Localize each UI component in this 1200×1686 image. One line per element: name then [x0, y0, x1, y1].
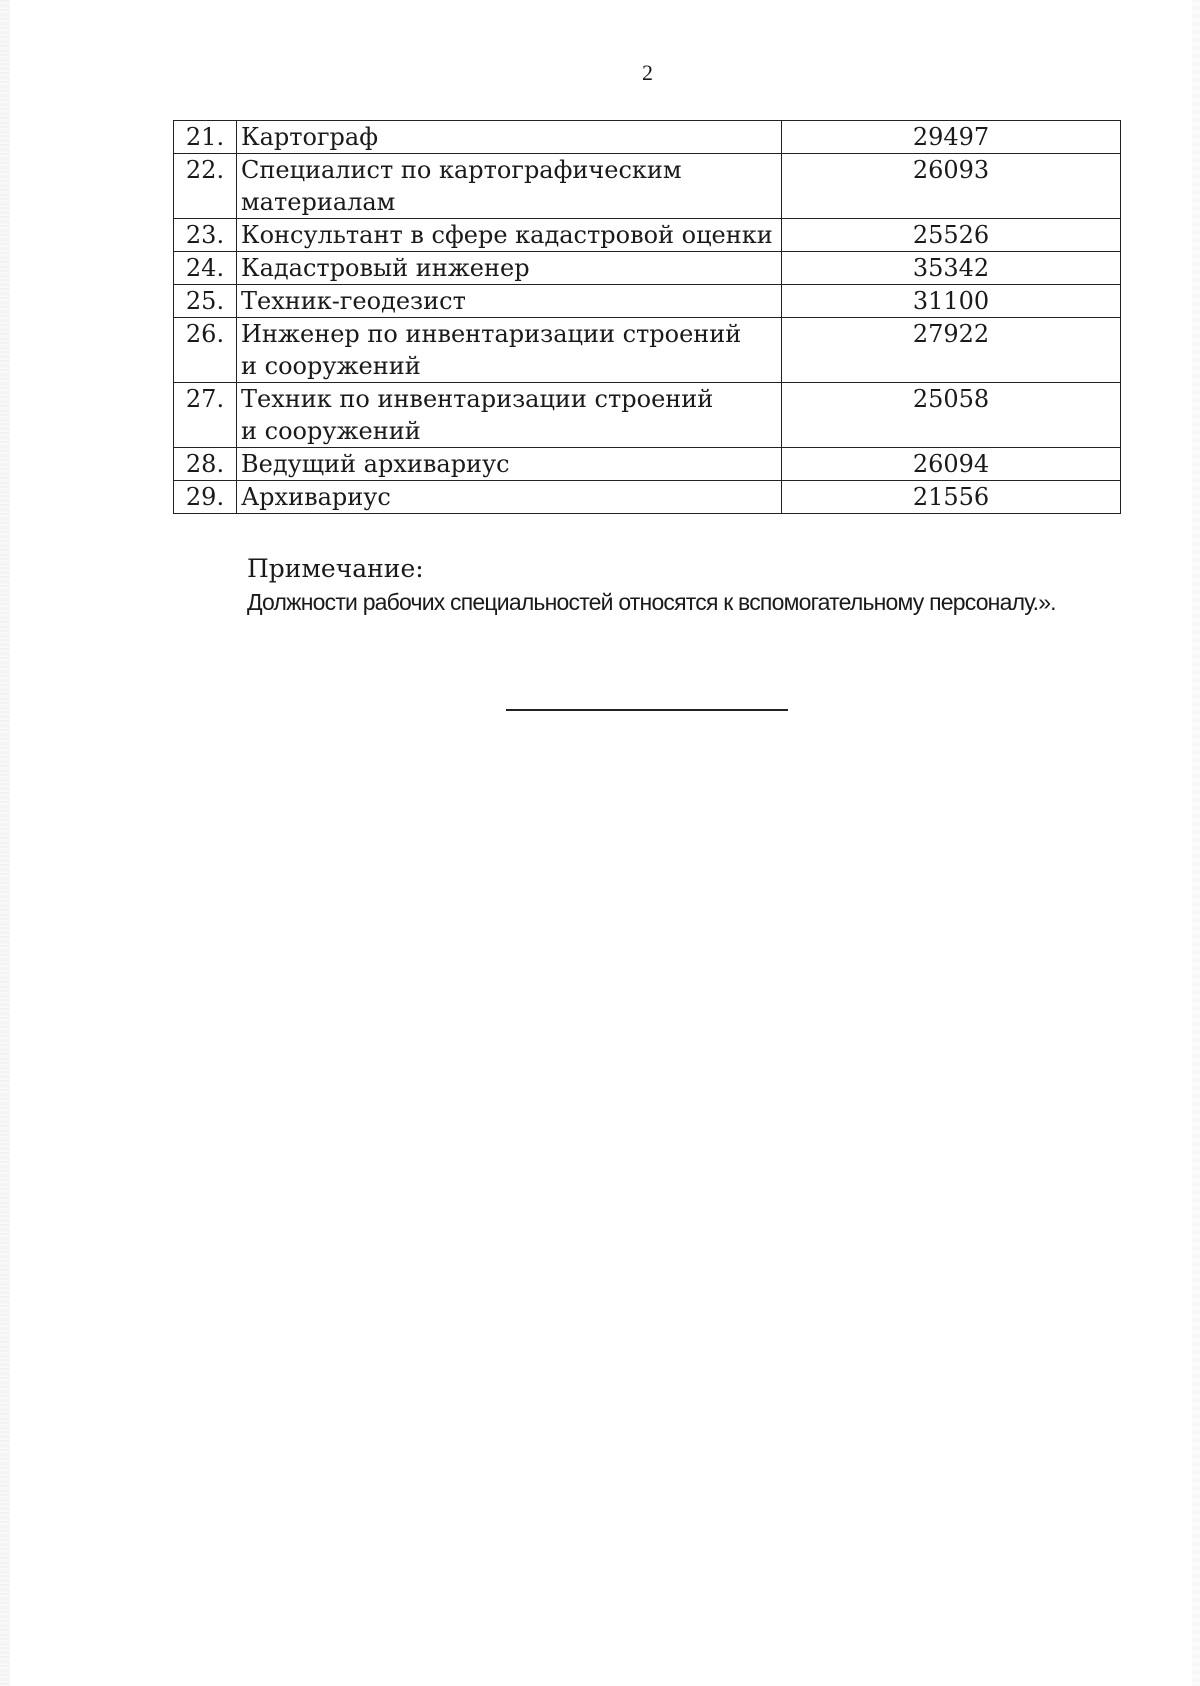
table-row	[174, 154, 1121, 219]
position-name-line: Специалист по картографическим	[241, 156, 682, 184]
position-value: 29497	[782, 121, 1121, 154]
scan-edge-left	[0, 0, 10, 1686]
position-name-line: Ведущий архивариус	[241, 450, 510, 478]
row-number: 22.	[174, 154, 237, 219]
position-name	[237, 154, 782, 219]
position-name	[237, 448, 782, 481]
position-value: 26094	[782, 448, 1121, 481]
note-text: Должности рабочих специальностей относятся к вспомогательному персоналу.».	[247, 589, 1056, 615]
table-row	[174, 481, 1121, 514]
table-row	[174, 285, 1121, 318]
position-value: 26093	[782, 154, 1121, 219]
positions-table-body	[174, 121, 1121, 514]
row-number: 24.	[174, 252, 237, 285]
position-name-line: Архивариус	[241, 483, 391, 511]
note-title: Примечание:	[247, 554, 424, 583]
position-name	[237, 318, 782, 383]
row-number: 27.	[174, 383, 237, 448]
position-value: 35342	[782, 252, 1121, 285]
positions-table	[173, 120, 1121, 514]
position-name	[237, 383, 782, 448]
end-rule	[506, 709, 788, 711]
table-row	[174, 252, 1121, 285]
row-number: 23.	[174, 219, 237, 252]
row-number: 29.	[174, 481, 237, 514]
table-row	[174, 318, 1121, 383]
row-number: 28.	[174, 448, 237, 481]
position-name-line: Техник по инвентаризации строений	[241, 385, 714, 413]
position-name-line: Инженер по инвентаризации строений	[241, 320, 742, 348]
position-name-line: и сооружений	[241, 352, 421, 380]
table-row	[174, 121, 1121, 154]
position-name	[237, 252, 782, 285]
table-row	[174, 448, 1121, 481]
row-number: 26.	[174, 318, 237, 383]
position-value: 25526	[782, 219, 1121, 252]
position-name	[237, 285, 782, 318]
position-name	[237, 481, 782, 514]
page-number: 2	[642, 60, 653, 85]
position-name-line: Кадастровый инженер	[241, 254, 530, 282]
position-name	[237, 121, 782, 154]
row-number: 25.	[174, 285, 237, 318]
table-row	[174, 219, 1121, 252]
position-value: 27922	[782, 318, 1121, 383]
position-value: 25058	[782, 383, 1121, 448]
position-value: 31100	[782, 285, 1121, 318]
position-name-line: Картограф	[241, 123, 379, 151]
position-value: 21556	[782, 481, 1121, 514]
position-name-line: материалам	[241, 188, 396, 216]
row-number: 21.	[174, 121, 237, 154]
position-name-line: Консультант в сфере кадастровой оценки	[241, 221, 773, 249]
scan-edge-right	[1192, 0, 1200, 1686]
position-name-line: и сооружений	[241, 417, 421, 445]
position-name-line: Техник-геодезист	[241, 287, 466, 315]
table-row	[174, 383, 1121, 448]
position-name	[237, 219, 782, 252]
